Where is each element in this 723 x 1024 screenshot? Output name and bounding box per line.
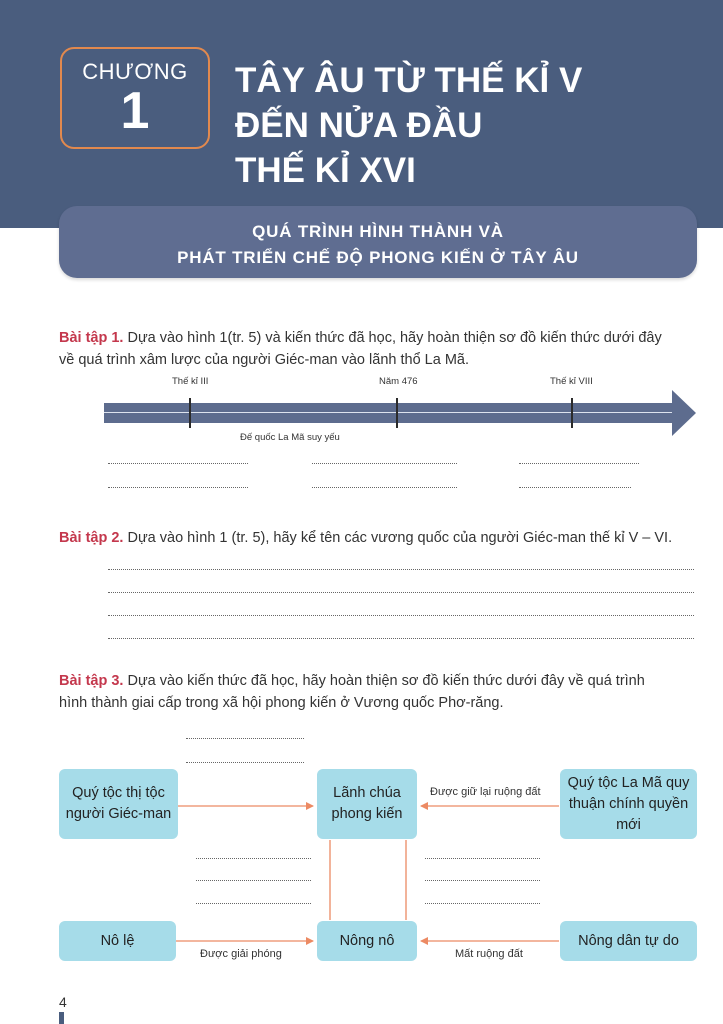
node-serfs: Nông nô — [317, 921, 417, 961]
node-roman-nobles: Quý tộc La Mã quy thuận chính quyền mới — [560, 769, 697, 839]
chapter-title-line-2: ĐẾN NỬA ĐẦU — [235, 106, 483, 145]
exercise-2-label: Bài tập 2. — [59, 530, 124, 546]
chapter-title-line-3: THẾ KỈ XVI — [235, 151, 416, 190]
exercise-1-text-line-1: Dựa vào hình 1(tr. 5) và kiến thức đã học, hãy hoàn thiện sơ đồ kiến thức dưới đây — [123, 330, 662, 346]
node-slaves: Nô lệ — [59, 921, 176, 961]
page-number: 4 — [59, 994, 67, 1010]
exercise-3-text-line-2: hình thành giai cấp trong xã hội phong kiến ở Vương quốc Phơ-răng. — [59, 695, 504, 711]
section-title-line-2: PHÁT TRIỂN CHẾ ĐỘ PHONG KIẾN Ở TÂY ÂU — [177, 248, 579, 267]
page-marker — [59, 1012, 64, 1024]
chapter-label: CHƯƠNG — [82, 59, 188, 84]
section-title-line-1: QUÁ TRÌNH HÌNH THÀNH VÀ — [252, 222, 504, 241]
edge-label-kept-land: Được giữ lại ruộng đất — [430, 786, 541, 798]
exercise-3-label: Bài tập 3. — [59, 673, 124, 689]
exercise-2-text: Dựa vào hình 1 (tr. 5), hãy kể tên các vương quốc của người Giéc-man thế kỉ V – VI. — [123, 530, 673, 546]
node-german-nobles: Quý tộc thị tộc người Giéc-man — [59, 769, 178, 839]
exercise-1-text-line-2: về quá trình xâm lược của người Giéc-man vào lãnh thổ La Mã. — [59, 352, 469, 368]
chapter-title-line-1: TÂY ÂU TỪ THẾ KỈ V — [235, 61, 583, 100]
exercise-3-text-line-1: Dựa vào kiến thức đã học, hãy hoàn thiện sơ đồ kiến thức dưới đây về quá trình — [123, 673, 645, 689]
timeline-note: Đế quốc La Mã suy yếu — [240, 432, 340, 443]
edge-label-lost-land: Mất ruộng đất — [455, 948, 523, 960]
node-free-peasants: Nông dân tự do — [560, 921, 697, 961]
timeline-tick-label: Thế kỉ VIII — [550, 376, 593, 387]
timeline-tick-label: Thế kỉ III — [172, 376, 209, 387]
node-feudal-lords: Lãnh chúa phong kiến — [317, 769, 417, 839]
chapter-number: 1 — [120, 82, 150, 140]
exercise-1-label: Bài tập 1. — [59, 330, 124, 346]
edge-label-freed: Được giải phóng — [200, 948, 282, 960]
timeline-tick-label: Năm 476 — [379, 376, 418, 387]
